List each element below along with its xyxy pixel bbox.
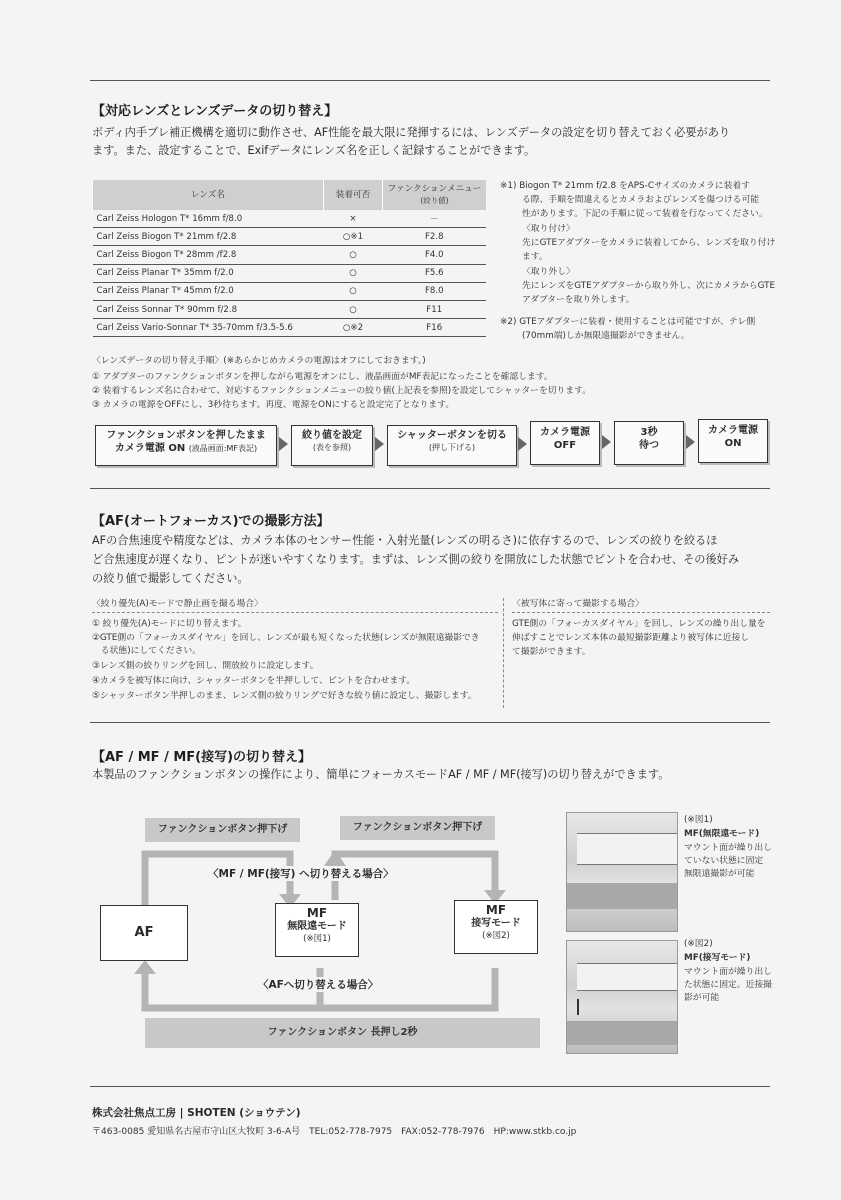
closeup-title: 〈被写体に寄って撮影する場合〉	[512, 599, 644, 609]
fig2-mount	[567, 1021, 677, 1045]
section3-intro: 本製品のファンクションボタンの操作により、簡単にフォーカスモードAF / MF / MF(接写)の切り替えができます。	[92, 768, 670, 781]
lens-table	[92, 180, 486, 337]
section-divider	[90, 488, 770, 489]
closeup-text: て撮影ができます。	[512, 647, 591, 657]
aperture-mode-title: 〈絞り優先(A)モードで静止画を撮る場合〉	[92, 599, 263, 609]
table-row: Carl Zeiss Planar T* 45mm f/2.0 ○ F8.0	[93, 282, 487, 300]
footer-rule	[90, 1086, 770, 1087]
flow-arrow-icon	[375, 437, 384, 451]
fig1-ref: (※図1)	[684, 815, 713, 825]
col-lens-name: レンズ名	[93, 180, 324, 210]
table-row: Carl Zeiss Biogon T* 28mm /f2.8 ○ F4.0	[93, 246, 487, 264]
press-label-2: ファンクションボタン押下げ	[340, 816, 495, 840]
fig2-ref: (※図2)	[684, 939, 713, 949]
table-row: Carl Zeiss Biogon T* 21mm f/2.8 ○※1 F2.8	[93, 228, 487, 246]
closeup-text: 伸ばすことでレンズ本体の最短撮影距離より被写体に近接し	[512, 633, 750, 643]
procedure-step-3: ③ カメラの電源をOFFにし、3秒待ちます。再度、電源をONにすると設定完了となります。	[92, 400, 455, 410]
flow-step-3: シャッターボタンを切る (押し下げる)	[387, 425, 517, 466]
press-label-1: ファンクションボタン押下げ	[145, 818, 300, 842]
fig2-lens-ring	[577, 963, 677, 991]
col-compat: 装着可否	[324, 180, 383, 210]
section2-heading: 【AF(オートフォーカス)での撮影方法】	[92, 514, 330, 529]
af-step-5: ⑤シャッターボタン半押しのまま、レンズ側の絞りリングで好きな絞り値に設定し、撮影します。	[92, 691, 477, 701]
af-step-1: ① 絞り優先(A)モードに切り替えます。	[92, 619, 247, 629]
fig1-desc: 無限遠撮影が可能	[684, 869, 755, 879]
af-step-2-cont: る状態)にしてください。	[92, 646, 201, 656]
company-address: 〒463-0085 愛知県名古屋市守山区大牧町 3-6-A号 TEL:052-778-7975 FAX:052-778-7976 HP:www.stkb.co.jp	[92, 1127, 577, 1137]
fig1-desc: ていない状態に固定	[684, 856, 764, 866]
flow-arrow-icon	[279, 437, 288, 451]
table-row: Carl Zeiss Sonnar T* 90mm f/2.8 ○ F11	[93, 300, 487, 318]
fig2-photo	[566, 940, 678, 1054]
flow-arrow-icon	[602, 435, 611, 449]
company-name: 株式会社焦点工房 | SHOTEN (ショウテン)	[92, 1107, 301, 1119]
table-row: Carl Zeiss Planar T* 35mm f/2.0 ○ F5.6	[93, 264, 487, 282]
long-press-label: ファンクションボタン 長押し2秒	[145, 1018, 540, 1048]
fig2-extension-marker	[577, 999, 579, 1015]
fig2-desc: 影が可能	[684, 993, 720, 1003]
vertical-dashed-divider	[503, 598, 504, 708]
af-step-4: ④カメラを被写体に向け、シャッターボタンを半押しして、ピントを合わせます。	[92, 676, 416, 686]
section2-intro-1: AFの合焦速度や精度などは、カメラ本体のセンサー性能・入射光量(レンズの明るさ)に依存するので、レンズの絞りを絞るほ	[92, 534, 718, 547]
fig1-photo	[566, 812, 678, 932]
col-menu: ファンクションメニュー (絞り値)	[383, 180, 487, 210]
procedure-step-2: ② 装着するレンズ名に合わせて、対応するファンクションメニューの絞り値(上記表を参照)を設定してシャッターを切ります。	[92, 386, 592, 396]
flow-step-4: カメラ電源 OFF	[530, 421, 600, 465]
flow-arrow-icon	[686, 435, 695, 449]
dashed-divider	[92, 612, 498, 613]
to-mf-label: 〈MF / MF(接写) へ切り替える場合〉	[205, 866, 397, 881]
procedure-step-1: ① アダプターのファンクションボタンを押しながら電源をオンにし、液晶画面がMF表記になったことを確認します。	[92, 372, 553, 382]
arrow-af-to-mf	[145, 854, 290, 910]
af-step-2: ②GTE側の「フォーカスダイヤル」を回し、レンズが最も短くなった状態(レンズが無限遠撮影でき	[92, 633, 480, 643]
top-rule	[90, 80, 770, 81]
af-mode-box: AF	[100, 905, 188, 961]
section2-intro-3: の絞り値で撮影してください。	[92, 572, 249, 585]
lens-table-header	[93, 180, 487, 210]
flow-step-6: カメラ電源 ON	[698, 419, 768, 463]
flow-step-2: 絞り値を設定 (表を参照)	[291, 425, 373, 466]
section1-intro-1: ボディ内手ブレ補正機構を適切に動作させ、AF性能を最大限に発揮するには、レンズデータの設定を切り替えておく必要があり	[92, 126, 731, 139]
fig1-desc: マウント面が繰り出し	[684, 843, 772, 853]
flow-arrow-icon	[518, 437, 527, 451]
section2-intro-2: ど合焦速度が遅くなり、ピントが迷いやすくなります。まずは、レンズ側の絞りを開放にした状態でピントを合わせ、その後好み	[92, 553, 740, 566]
fig1-lens-ring	[577, 833, 677, 865]
table-row: Carl Zeiss Hologon T* 16mm f/8.0 × －	[93, 210, 487, 228]
dashed-divider	[512, 612, 770, 613]
procedure-title: 〈レンズデータの切り替え手順〉(※あらかじめカメラの電源はオフにしておきます。)	[92, 356, 426, 366]
section-divider	[90, 722, 770, 723]
section1-intro-2: ます。また、設定することで、Exifデータにレンズ名を正しく記録することができます。	[92, 144, 536, 157]
flow-step-1: ファンクションボタンを押したまま カメラ電源 ON (液晶画面:MF表記)	[95, 425, 277, 466]
fig1-title: MF(無限遠モード)	[684, 829, 760, 839]
mf-infinity-box: MF 無限遠モード (※図1)	[275, 903, 359, 957]
fig2-desc: た状態に固定。近接撮	[684, 980, 772, 990]
to-af-label: 〈AFへ切り替える場合〉	[255, 977, 381, 992]
fig2-desc: マウント面が繰り出し	[684, 967, 772, 977]
mf-closeup-box: MF 接写モード (※図2)	[454, 900, 538, 954]
af-step-3: ③レンズ側の絞りリングを回し、開放絞りに設定します。	[92, 661, 319, 671]
flow-step-5: 3秒 待つ	[614, 421, 684, 465]
section1-heading: 【対応レンズとレンズデータの切り替え】	[92, 104, 338, 119]
closeup-text: GTE側の「フォーカスダイヤル」を回し、レンズの繰り出し量を	[512, 619, 766, 629]
table-row: Carl Zeiss Vario-Sonnar T* 35-70mm f/3.5-5.6 ○※2 F16	[93, 319, 487, 337]
fig1-mount	[567, 883, 677, 909]
fig2-title: MF(接写モード)	[684, 953, 751, 963]
section3-heading: 【AF / MF / MF(接写)の切り替え】	[92, 750, 312, 765]
arrow-head-icon	[134, 960, 156, 974]
